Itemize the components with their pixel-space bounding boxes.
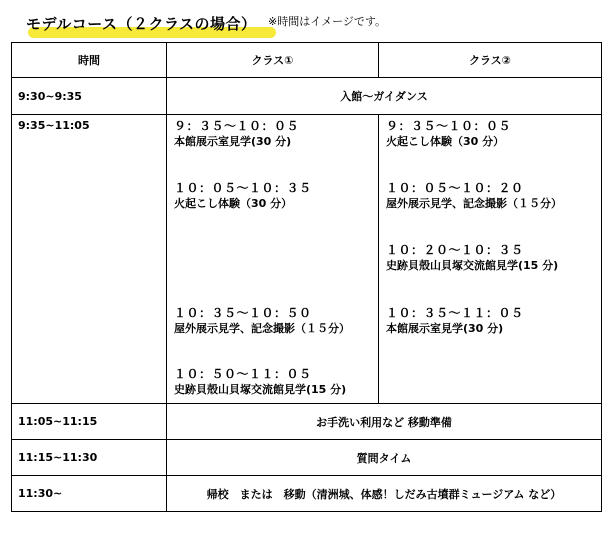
block-time: １０：５０～１１：０５ — [174, 367, 312, 381]
table-row — [12, 476, 602, 512]
row-time: 11:15~11:30 — [12, 440, 167, 476]
row-content: 入館～ガイダンス — [167, 78, 602, 115]
row-time: 9:30~9:35 — [12, 78, 167, 115]
block-desc: 史跡貝殻山貝塚交流館見学(15 分) — [174, 383, 347, 396]
block-time: １０：３５～１１：０５ — [386, 306, 524, 320]
row-content: 質問タイム — [167, 440, 602, 476]
block-desc: 史跡貝殻山貝塚交流館見学(15 分) — [386, 259, 559, 272]
schedule-block — [174, 305, 350, 337]
header-row — [12, 43, 602, 78]
block-desc: 火起こし体験（30 分） — [386, 135, 505, 148]
schedule-block — [174, 180, 312, 212]
note-text: ※時間はイメージです。 — [268, 15, 387, 28]
table-row — [12, 78, 602, 115]
class1-schedule — [167, 115, 379, 404]
block-time: １０：２０～１０：３５ — [386, 243, 524, 257]
class2-schedule — [379, 115, 602, 404]
block-desc: 火起こし体験（30 分） — [174, 197, 293, 210]
schedule-block — [386, 305, 524, 337]
page-title: モデルコース（２クラスの場合） — [26, 15, 257, 33]
schedule-table — [11, 42, 602, 512]
block-time: １０：０５～１０：３５ — [174, 181, 312, 195]
row-time: 11:05~11:15 — [12, 404, 167, 440]
schedule-block — [386, 180, 562, 212]
row-content: 帰校 または 移動（清洲城、体感！しだみ古墳群ミュージアム など） — [167, 476, 602, 512]
block-desc: 本館展示室見学(30 分) — [386, 322, 504, 335]
row-content: お手洗い利用など 移動準備 — [167, 404, 602, 440]
table-row — [12, 404, 602, 440]
block-desc: 屋外展示見学、記念撮影（１５分） — [386, 197, 562, 210]
table-row — [12, 115, 602, 404]
block-time: １０：３５～１０：５０ — [174, 306, 312, 320]
table-row — [12, 440, 602, 476]
schedule-block — [386, 118, 511, 150]
block-desc: 屋外展示見学、記念撮影（１５分） — [174, 322, 350, 335]
row-time: 11:30~ — [12, 476, 167, 512]
block-time: ９：３５～１０：０５ — [174, 119, 300, 133]
block-time: １０：０５～１０：２０ — [386, 181, 524, 195]
header-time: 時間 — [12, 43, 167, 78]
row-time: 9:35~11:05 — [12, 115, 167, 404]
block-time: ９：３５～１０：０５ — [386, 119, 512, 133]
schedule-block — [386, 242, 558, 274]
schedule-block — [174, 366, 346, 398]
header-class1: クラス① — [167, 43, 379, 78]
block-desc: 本館展示室見学(30 分) — [174, 135, 292, 148]
header-class2: クラス② — [379, 43, 602, 78]
schedule-block — [174, 118, 299, 150]
